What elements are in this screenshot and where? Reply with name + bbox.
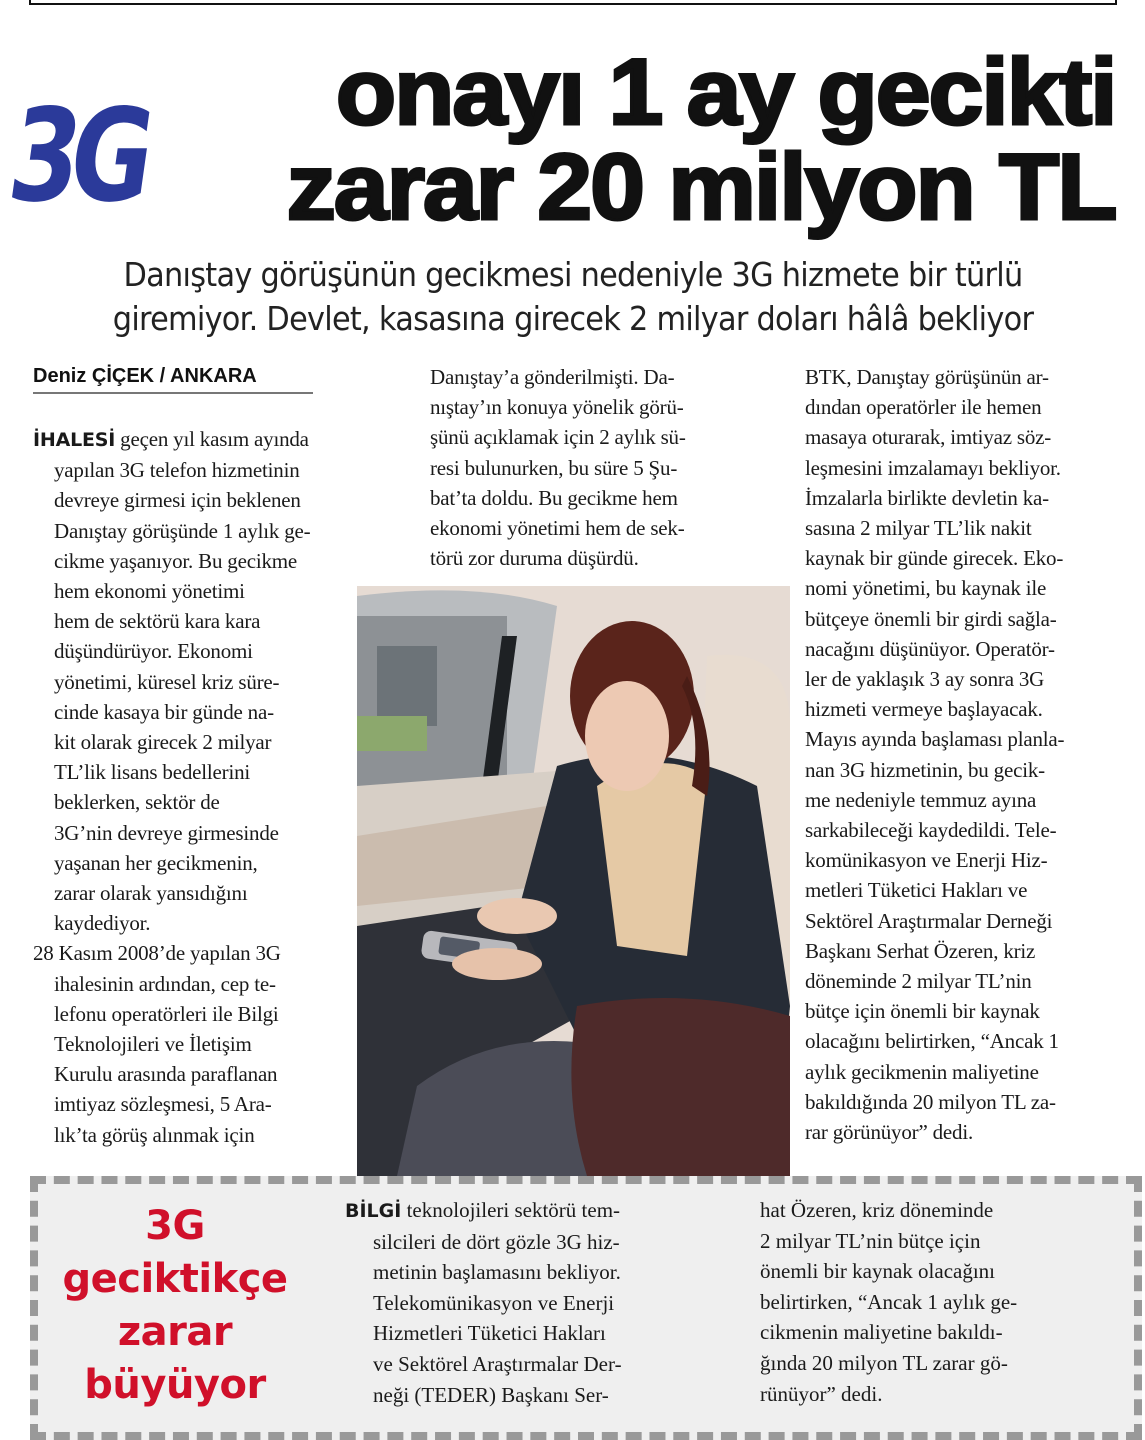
article-column-2 [430, 362, 760, 573]
text-line: Hizmetleri Tüketici Hakları [373, 1321, 606, 1346]
text-line: cikme yaşanıyor. Bu gecikme [54, 548, 298, 573]
text-line: resi bulunurken, bu süre 5 Şu- [430, 455, 678, 480]
text-line: belirtirken, “Ancak 1 aylık ge- [760, 1289, 1018, 1314]
text-line: rünüyor” dedi. [760, 1381, 883, 1406]
text-line: leşmesini imzalamayı bekliyor. [805, 455, 1061, 480]
text-line: silcileri de dört gözle 3G hiz- [373, 1229, 620, 1254]
text-line: cikmenin maliyetine bakıldı- [760, 1320, 1003, 1345]
box-title-line: büyüyor [84, 1362, 266, 1408]
text-line: döneminde 2 milyar TL’nin [805, 969, 1032, 994]
text-line: aylık gecikmenin maliyetine [805, 1059, 1039, 1084]
text-line: Teknolojileri ve İletişim [54, 1032, 252, 1057]
text-line: lefonu operatörleri ile Bilgi [54, 1001, 279, 1026]
text-line: Başkanı Serhat Özeren, kriz [805, 938, 1036, 963]
box-line-0: BİLGİ teknolojileri sektörü tem- [345, 1198, 621, 1222]
text-line: 2 milyar TL’nin bütçe için [760, 1228, 981, 1253]
sidebar-box-column-1 [345, 1195, 735, 1410]
text-line: me nedeniyle temmuz ayına [805, 787, 1037, 812]
text-line: hem ekonomi yönetimi [54, 579, 245, 604]
3g-logo: 3G [0, 82, 155, 231]
text-line: bakıldığında 20 milyon TL za- [805, 1089, 1056, 1114]
text-line: yaşanan her gecikmenin, [54, 850, 258, 875]
text-line: komünikasyon ve Enerji Hiz- [805, 848, 1048, 873]
text-line: bütçeye önemli bir girdi sağla- [805, 606, 1057, 631]
text-line: kaynak bir günde girecek. Eko- [805, 546, 1064, 571]
text-line: ve Sektörel Araştırmalar Der- [373, 1351, 622, 1376]
text-line: hizmeti vermeye başlayacak. [805, 697, 1043, 722]
headline-line-2: zarar 20 milyon TL [286, 134, 1115, 239]
subheadline-line-2: giremiyor. Devlet, kasasına girecek 2 milyar doları hâlâ bekliyor [112, 299, 1034, 338]
text-line: rar görünüyor” dedi. [805, 1120, 974, 1145]
headline [0, 35, 1145, 239]
text-line: ğında 20 milyon TL zarar gö- [760, 1350, 1008, 1375]
text-line: devreye girmesi için beklenen [54, 488, 301, 513]
text-line: Mayıs ayında başlaması planla- [805, 727, 1065, 752]
text-line: neği (TEDER) Başkanı Ser- [373, 1382, 609, 1407]
text-line: kit olarak girecek 2 milyar [54, 730, 272, 755]
text-line: ler de yaklaşık 3 ay sonra 3G [805, 667, 1045, 692]
text-line: Sektörel Araştırmalar Derneği [805, 908, 1053, 933]
text-line: metleri Tüketici Hakları ve [805, 878, 1028, 903]
text-line: dından operatörler ile hemen [805, 395, 1042, 420]
sidebar-box-title [40, 1200, 310, 1412]
text-line: 28 Kasım 2008’de yapılan 3G [33, 941, 281, 966]
subheadline-line-1: Danıştay görüşünün gecikmesi nedeniyle 3G hizmete bir türlü [123, 255, 1023, 294]
text-line: Danıştay görüşünde 1 aylık ge- [54, 518, 311, 543]
text-line: zarar olarak yansıdığını [54, 881, 248, 906]
text-line: bat’ta doldu. Bu gecikme hem [430, 485, 678, 510]
text-line: hat Özeren, kriz döneminde [760, 1198, 994, 1222]
text-line: ekonomi yönetimi hem de sek- [430, 516, 685, 541]
text-line: şünü açıklamak için 2 aylık sü- [430, 425, 686, 450]
text-line: metinin başlamasını bekliyor. [373, 1260, 621, 1285]
subheadline [62, 253, 1083, 341]
byline: Deniz ÇİÇEK / ANKARA [33, 365, 313, 394]
lead-word: BİLGİ [345, 1200, 402, 1222]
text-line: yapılan 3G telefon hizmetinin [54, 458, 300, 483]
article-column-1 [33, 424, 353, 1150]
text-line: ihalesinin ardından, cep te- [54, 971, 276, 996]
text-line: Telekomünikasyon ve Enerji [373, 1290, 615, 1315]
text-line: lık’ta görüş alınmak için [54, 1122, 255, 1147]
text-line: masaya oturarak, imtiyaz söz- [805, 425, 1052, 450]
text-line: 3G’nin devreye girmesinde [54, 820, 279, 845]
text-line: törü zor duruma düşürdü. [430, 546, 639, 571]
box-title-line: geciktikçe [62, 1256, 288, 1302]
article-column-3 [805, 362, 1135, 1147]
text-line: yönetimi, küresel kriz süre- [54, 669, 280, 694]
box-title-line: 3G [145, 1203, 205, 1249]
lead-word: İHALESİ [33, 429, 116, 451]
text-line: nıştay’ın konuya yönelik görü- [430, 395, 684, 420]
text-line: nacağını düşünüyor. Operatör- [805, 636, 1055, 661]
text-line: beklerken, sektör de [54, 790, 220, 815]
text-line: cinde kasaya bir günde na- [54, 699, 274, 724]
text-line: İmzalarla birlikte devletin ka- [805, 485, 1049, 510]
headline-line-1: onayı 1 ay gecikti [335, 39, 1115, 144]
text-line: kaydediyor. [54, 911, 151, 936]
text-line: BTK, Danıştay görüşünün ar- [805, 365, 1049, 389]
text-line: nomi yönetimi, bu kaynak ile [805, 576, 1047, 601]
text-line: önemli bir kaynak olacağını [760, 1259, 996, 1284]
text-line: olacağını belirtirken, “Ancak 1 [805, 1029, 1059, 1054]
article-photo [357, 586, 790, 1176]
text-line: imtiyaz sözleşmesi, 5 Ara- [54, 1092, 272, 1117]
text-line: Kurulu arasında paraflanan [54, 1062, 278, 1087]
column-1-line-0: İHALESİ geçen yıl kasım ayında [33, 427, 309, 451]
text-line: TL’lik lisans bedellerini [54, 760, 251, 785]
text-line: nan 3G hizmetinin, bu gecik- [805, 757, 1045, 782]
text-line: Danıştay’a gönderilmişti. Da- [430, 365, 675, 389]
text-line: sasına 2 milyar TL’lik nakit [805, 516, 1032, 541]
text-line: düşündürüyor. Ekonomi [54, 639, 253, 664]
text-line: sarkabileceği kaydedildi. Tele- [805, 818, 1057, 843]
top-border-rule [29, 0, 1117, 5]
text-line: hem de sektörü kara kara [54, 609, 261, 634]
box-title-line: zarar [117, 1309, 233, 1355]
text-line: bütçe için önemli bir kaynak [805, 999, 1040, 1024]
sidebar-box-column-2 [760, 1195, 1130, 1409]
